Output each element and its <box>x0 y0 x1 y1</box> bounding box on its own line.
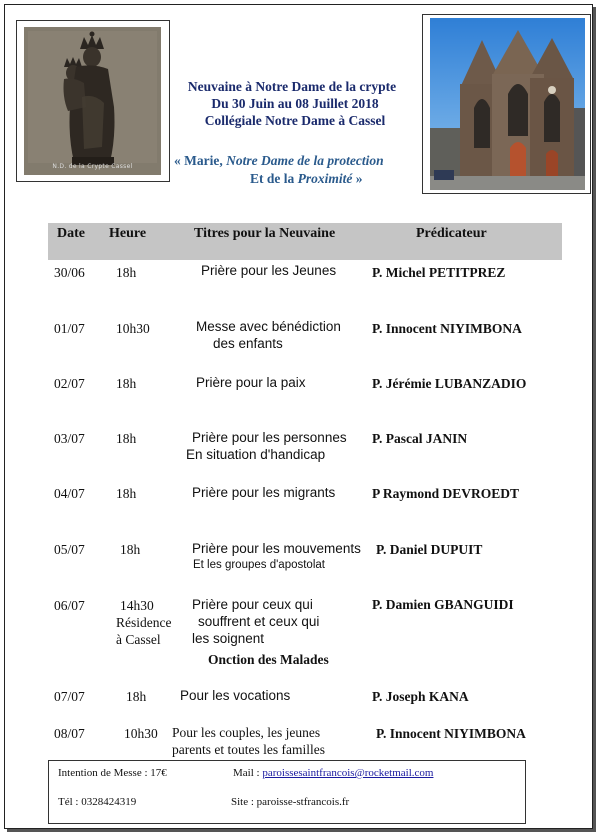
motto <box>168 152 428 188</box>
row-time: 18h <box>116 376 137 391</box>
row-preacher: P. Joseph KANA <box>372 689 469 704</box>
motto-line2-prefix: Et de la <box>250 171 298 186</box>
row-title-line-2: Et les groupes d'apostolat <box>193 559 325 571</box>
statue-illustration <box>24 27 161 175</box>
mass-intention-text: Intention de Messe : 17€ <box>58 767 167 779</box>
row-time: 18h <box>116 431 137 446</box>
row-title-line-2: En situation d'handicap <box>186 447 326 462</box>
schedule-table-header <box>48 223 562 260</box>
row-title-line-1: Prière pour ceux qui <box>192 597 313 612</box>
col-header-preacher: Prédicateur <box>416 226 487 241</box>
event-header <box>168 78 422 129</box>
motto-close: » <box>352 171 363 186</box>
row-preacher: P. Jérémie LUBANZADIO <box>372 376 527 391</box>
row-time: 10h30 <box>124 726 158 741</box>
row-title-extra: Onction des Malades <box>208 652 329 667</box>
church-photo <box>430 18 585 190</box>
row-time-place-2: à Cassel <box>116 632 161 647</box>
row-date: 04/07 <box>54 486 85 501</box>
motto-italic-1: Notre Dame de la protection <box>226 153 384 168</box>
row-preacher: P. Innocent NIYIMBONA <box>372 321 522 336</box>
row-title-line-1: Prière pour les mouvements <box>192 541 361 556</box>
row-time: 14h30 <box>120 598 154 613</box>
col-header-title: Titres pour la Neuvaine <box>194 226 336 241</box>
statue-photo-frame <box>16 20 170 182</box>
row-title: Prière pour la paix <box>196 375 306 390</box>
row-title: Prière pour les Jeunes <box>201 263 337 278</box>
church-illustration <box>430 18 585 190</box>
row-date: 07/07 <box>54 689 85 704</box>
row-time-place-1: Résidence <box>116 615 172 630</box>
church-photo-frame <box>422 14 591 194</box>
col-header-time: Heure <box>109 226 147 241</box>
motto-italic-2: Proximité <box>297 171 353 186</box>
motto-open: « Marie, <box>174 153 227 168</box>
phone-text: Tél : 0328424319 <box>58 796 137 808</box>
row-preacher: P. Innocent NIYIMBONA <box>376 726 526 741</box>
contact-box <box>48 760 526 824</box>
row-date: 06/07 <box>54 598 85 613</box>
row-preacher: P. Daniel DUPUIT <box>376 542 483 557</box>
row-time: 10h30 <box>116 321 150 336</box>
row-title-line-1: Prière pour les personnes <box>192 430 347 445</box>
mail-label: Mail : <box>233 767 263 779</box>
row-preacher: P. Damien GBANGUIDI <box>372 597 514 612</box>
row-preacher: P Raymond DEVROEDT <box>372 486 520 501</box>
row-date: 01/07 <box>54 321 85 336</box>
row-date: 30/06 <box>54 265 85 280</box>
mail-row <box>233 767 433 779</box>
row-date: 03/07 <box>54 431 85 446</box>
row-date: 02/07 <box>54 376 85 391</box>
row-time: 18h <box>120 542 141 557</box>
row-date: 08/07 <box>54 726 85 741</box>
row-title-line-2: souffrent et ceux qui <box>198 614 320 629</box>
event-dates: Du 30 Juin au 08 Juillet 2018 <box>211 96 379 111</box>
row-title-line-1: Pour les couples, les jeunes <box>172 725 321 740</box>
row-title: Prière pour les migrants <box>192 485 336 500</box>
row-time: 18h <box>116 265 137 280</box>
row-title-line-2: des enfants <box>213 336 283 351</box>
row-preacher: P. Michel PETITPREZ <box>372 265 506 280</box>
row-title-line-2: parents et toutes les familles <box>172 742 325 757</box>
mail-link[interactable]: paroissesaintfrancois@rocketmail.com <box>262 767 434 779</box>
statue-caption: N.D. de la Crypte Cassel <box>52 163 133 170</box>
row-time: 18h <box>126 689 147 704</box>
row-date: 05/07 <box>54 542 85 557</box>
website-text: Site : paroisse-stfrancois.fr <box>231 796 350 808</box>
col-header-date: Date <box>57 226 85 241</box>
event-location: Collégiale Notre Dame à Cassel <box>204 113 386 128</box>
statue-photo <box>24 27 161 175</box>
row-preacher: P. Pascal JANIN <box>372 431 468 446</box>
row-title-line-1: Messe avec bénédiction <box>196 319 341 334</box>
row-title-line-3: les soignent <box>192 631 265 646</box>
row-time: 18h <box>116 486 137 501</box>
event-title: Neuvaine à Notre Dame de la crypte <box>187 79 397 94</box>
row-title: Pour les vocations <box>180 688 291 703</box>
